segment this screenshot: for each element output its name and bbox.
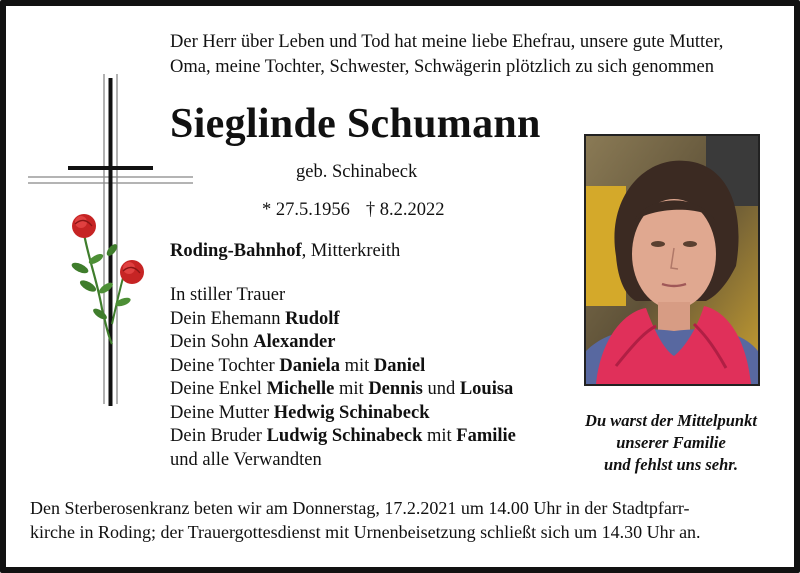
mourners-list [170,284,516,472]
intro-text [170,30,780,80]
deceased-name: Sieglinde Schumann [170,101,541,147]
roses-icon [70,214,144,344]
quote-line-2: unserer Familie [616,433,726,452]
birth-name: geb. Schinabeck [296,162,418,182]
residence-main: Roding-Bahnhof [170,241,302,261]
intro-line-1: Der Herr über Leben und Tod hat meine liebe Ehefrau, unsere gute Mutter, [170,32,724,52]
quote-line-3: und fehlst uns sehr. [604,455,738,474]
mourner-brother: Dein Bruder Ludwig Schinabeck mit Familie [170,426,516,446]
memorial-quote [560,410,782,476]
mourner-mother: Deine Mutter Hedwig Schinabeck [170,402,430,423]
portrait-photo [584,134,760,386]
residence [170,241,400,262]
residence-rest: , Mitterkreith [301,241,401,261]
birth-date: * 27.5.1956 [262,200,350,220]
mourners-heading: In stiller Trauer [170,285,286,305]
mourner-grandchildren: Deine Enkel Michelle mit Dennis und Louisa [170,379,514,399]
death-date: † 8.2.2022 [365,200,445,220]
mourner-son: Dein Sohn Alexander [170,332,336,352]
portrait-illustration [586,136,758,384]
mourner-relatives: und alle Verwandten [170,449,322,470]
life-dates [262,200,445,221]
mourner-husband: Dein Ehemann Rudolf [170,308,340,329]
service-info [30,496,790,544]
mourner-daughter: Deine Tochter Daniela mit Daniel [170,355,426,376]
service-line-2: kirche in Roding; der Trauergottesdienst mit Urnenbeisetzung schließt sich um 14.30 Uhr an. [30,522,701,542]
service-line-1: Den Sterberosenkranz beten wir am Donnerstag, 17.2.2021 um 14.00 Uhr in der Stadtpfarr- [30,498,690,518]
intro-line-2: Oma, meine Tochter, Schwester, Schwägerin plötzlich zu sich genommen [170,57,715,77]
quote-line-1: Du warst der Mittelpunkt [585,411,757,430]
